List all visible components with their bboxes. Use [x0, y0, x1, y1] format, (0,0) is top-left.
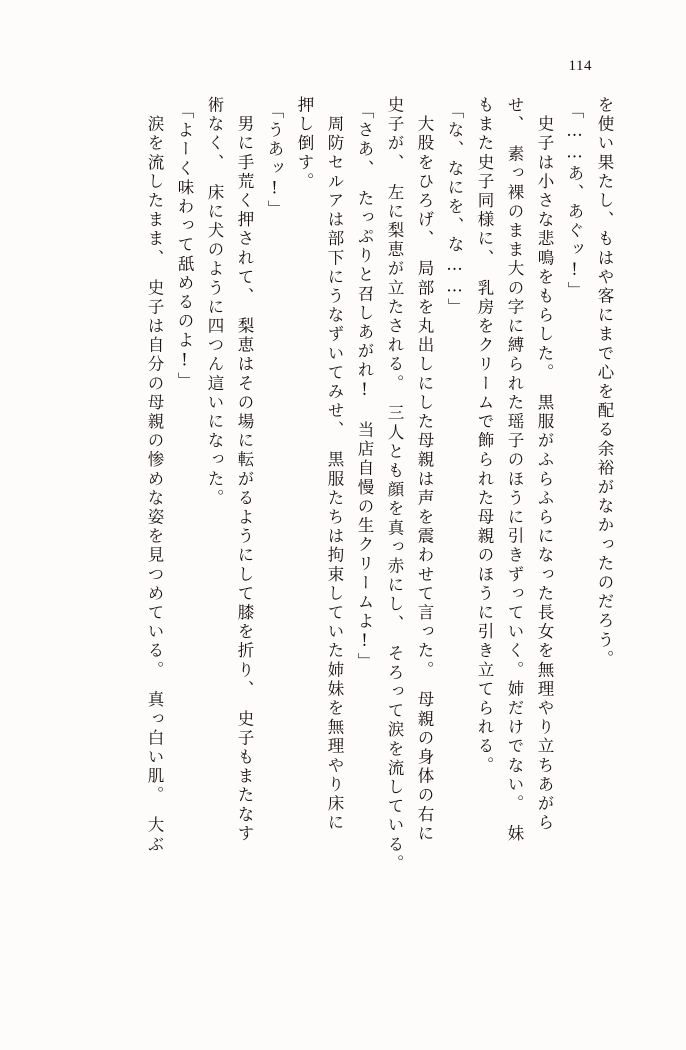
text-column: 史子は小さな悲鳴をもらした。 黒服がふらふらになった長女を無理やり立ちあがら	[535, 96, 554, 833]
vertical-text-body	[52, 96, 612, 1020]
text-column: 「……あ、あぐッ!」	[565, 102, 584, 301]
text-column: 術なく、 床に犬のように四つん這いになった。	[205, 96, 224, 508]
text-column: 周防セルアは部下にうなずいてみせ、 黒服たちは拘束していた姉妹を無理やり床に	[325, 96, 344, 833]
text-column: 「うあッ!」	[265, 102, 284, 220]
text-column: 「な、なにを、な……」	[445, 102, 464, 318]
text-column: を使い果たし、もはや客にまで心を配る余裕がなかったのだろう。	[595, 96, 614, 669]
text-column: もまた史子同様に、 乳房をクリームで飾られた母親のほうに引き立てられる。	[475, 96, 494, 776]
text-column: 押し倒す。	[295, 96, 314, 192]
text-column: 「さあ、 たっぷりと召しあがれ! 当店自慢の生クリームよ!」	[355, 102, 374, 672]
page-number: 114	[568, 58, 592, 74]
text-column: 史子が、 左に梨恵が立たされる。 三人とも顔を真っ赤にし、 そろって涙を流している。	[385, 96, 404, 874]
text-column: せ、 素っ裸のまま大の字に縛られた瑶子のほうに引きずっていく。姉だけでない。 妹	[505, 96, 524, 844]
text-column: 涙を流したまま、 史子は自分の母親の惨めな姿を見つめている。 真っ白い肌。 大ぶ	[145, 96, 164, 855]
text-column: 大股をひろげ、 局部を丸出しにした母親は声を震わせて言った。 母親の身体の右に	[415, 96, 434, 844]
text-column: 「よーく味わって舐めるのよ!」	[175, 102, 194, 391]
text-column: 男に手荒く押されて、 梨恵はその場に転がるようにして膝を折り、 史子もまたなす	[235, 96, 254, 844]
